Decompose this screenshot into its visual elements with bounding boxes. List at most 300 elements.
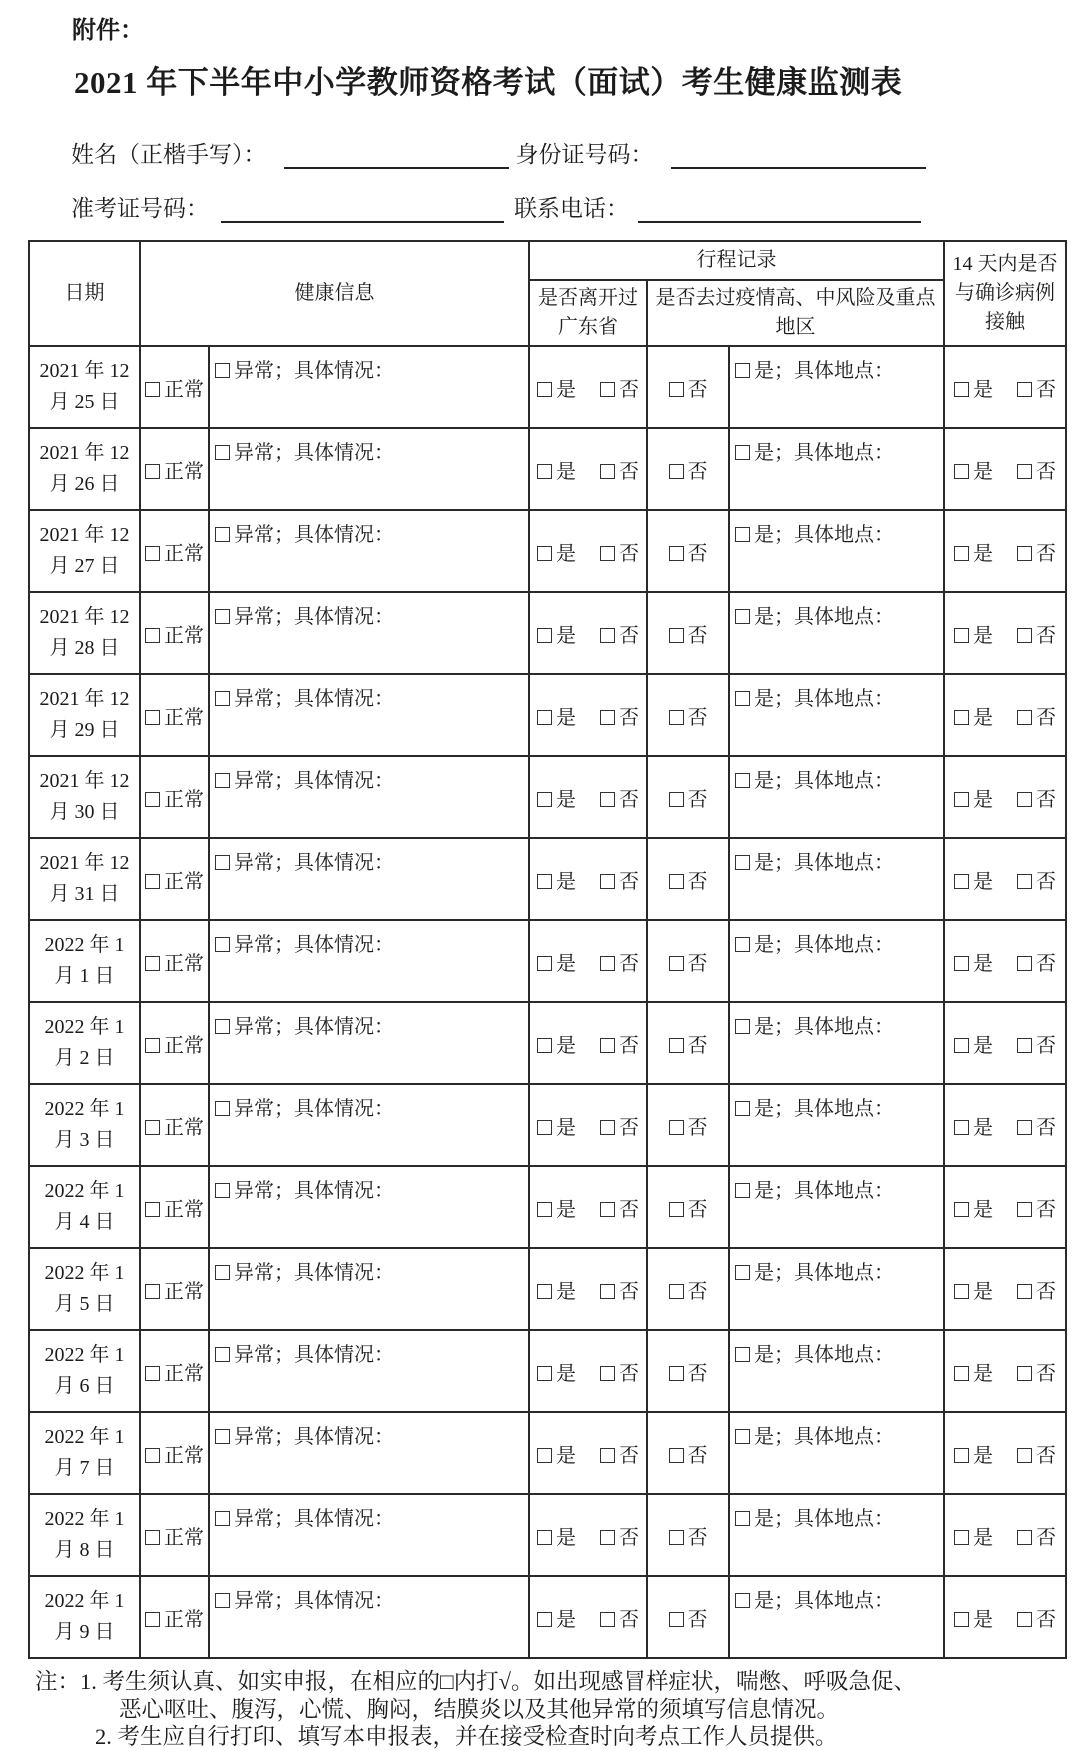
date-cell-text: 2021 年 12 月 27 日	[39, 524, 130, 577]
risk-area-yes-checkbox[interactable]	[735, 1101, 750, 1116]
yes-label: 是	[973, 542, 994, 565]
abnormal-checkbox[interactable]	[215, 363, 230, 378]
normal-checkbox[interactable]	[145, 1284, 160, 1299]
risk-area-no-cell	[647, 510, 729, 592]
health-normal-cell	[140, 592, 209, 674]
contact-cell	[944, 756, 1066, 838]
left-guangdong-yes-checkbox[interactable]	[537, 1284, 552, 1299]
contact-cell	[944, 1494, 1066, 1576]
health-abnormal-cell	[209, 1494, 529, 1576]
yes-location-label: 是；具体地点：	[754, 688, 894, 710]
risk-area-no-checkbox[interactable]	[669, 1284, 684, 1299]
normal-label: 正常	[164, 1362, 204, 1385]
left-guangdong-no-checkbox[interactable]	[600, 628, 615, 643]
risk-area-yes-cell	[729, 838, 944, 920]
risk-area-yes-checkbox[interactable]	[735, 1019, 750, 1034]
contact-yes-checkbox[interactable]	[954, 956, 969, 971]
abnormal-checkbox[interactable]	[215, 937, 230, 952]
monitor-table-row	[29, 1412, 1066, 1494]
no-label: 否	[1036, 788, 1057, 811]
left-guangdong-cell	[529, 346, 647, 428]
contact-cell	[944, 674, 1066, 756]
contact-cell	[944, 1576, 1066, 1658]
no-label: 否	[687, 378, 708, 401]
left-guangdong-no-checkbox[interactable]	[600, 382, 615, 397]
contact-no-checkbox[interactable]	[1017, 1448, 1032, 1463]
normal-checkbox[interactable]	[145, 1448, 160, 1463]
risk-area-no-checkbox[interactable]	[669, 1448, 684, 1463]
yes-label: 是	[556, 1116, 576, 1139]
risk-area-yes-checkbox[interactable]	[735, 1511, 750, 1526]
contact-cell	[944, 1084, 1066, 1166]
identity-fields-row-2	[71, 189, 1080, 223]
date-cell	[29, 510, 140, 592]
contact-yes-checkbox[interactable]	[954, 1202, 969, 1217]
health-normal-cell	[140, 1166, 209, 1248]
date-cell-text: 2022 年 1 月 1 日	[44, 934, 125, 987]
id-number-input-line[interactable]	[671, 139, 926, 169]
left-guangdong-yes-checkbox[interactable]	[537, 1366, 552, 1381]
risk-area-no-cell	[647, 1576, 729, 1658]
health-abnormal-cell	[209, 1084, 529, 1166]
risk-area-yes-checkbox[interactable]	[735, 855, 750, 870]
contact-no-checkbox[interactable]	[1017, 1202, 1032, 1217]
risk-area-yes-cell	[729, 1002, 944, 1084]
left-guangdong-yes-checkbox[interactable]	[537, 1120, 552, 1135]
date-cell	[29, 1166, 140, 1248]
normal-label: 正常	[164, 624, 204, 647]
contact-yes-checkbox[interactable]	[954, 1284, 969, 1299]
left-guangdong-no-checkbox[interactable]	[600, 956, 615, 971]
date-cell-text: 2022 年 1 月 2 日	[44, 1016, 125, 1069]
abnormal-label: 异常；具体情况：	[234, 442, 394, 464]
risk-area-no-checkbox[interactable]	[669, 710, 684, 725]
date-cell	[29, 920, 140, 1002]
left-guangdong-no-checkbox[interactable]	[600, 1202, 615, 1217]
contact-yes-checkbox[interactable]	[954, 1448, 969, 1463]
contact-yes-checkbox[interactable]	[954, 382, 969, 397]
left-guangdong-cell	[529, 1494, 647, 1576]
left-guangdong-no-checkbox[interactable]	[600, 874, 615, 889]
no-label: 否	[1036, 1444, 1057, 1467]
left-guangdong-yes-checkbox[interactable]	[537, 874, 552, 889]
risk-area-yes-checkbox[interactable]	[735, 363, 750, 378]
date-cell	[29, 1412, 140, 1494]
left-guangdong-yes-checkbox[interactable]	[537, 1448, 552, 1463]
normal-label: 正常	[164, 1034, 204, 1057]
contact-no-checkbox[interactable]	[1017, 1612, 1032, 1627]
no-label: 否	[1036, 542, 1057, 565]
risk-area-yes-checkbox[interactable]	[735, 609, 750, 624]
monitor-table-row	[29, 592, 1066, 674]
health-abnormal-cell	[209, 920, 529, 1002]
contact-no-checkbox[interactable]	[1017, 874, 1032, 889]
abnormal-label: 异常；具体情况：	[234, 934, 394, 956]
health-abnormal-cell	[209, 428, 529, 510]
risk-area-yes-checkbox[interactable]	[735, 1429, 750, 1444]
risk-area-no-cell	[647, 920, 729, 1002]
monitor-table-row	[29, 756, 1066, 838]
yes-location-label: 是；具体地点：	[754, 1016, 894, 1038]
page-title: 2021 年下半年中小学教师资格考试（面试）考生健康监测表	[74, 65, 903, 100]
risk-area-no-cell	[647, 1166, 729, 1248]
date-cell	[29, 1330, 140, 1412]
contact-cell	[944, 1248, 1066, 1330]
yes-label: 是	[556, 378, 576, 401]
risk-area-yes-checkbox[interactable]	[735, 691, 750, 706]
date-cell	[29, 428, 140, 510]
risk-area-yes-cell	[729, 1084, 944, 1166]
health-normal-cell	[140, 1084, 209, 1166]
left-guangdong-no-checkbox[interactable]	[600, 464, 615, 479]
contact-cell	[944, 920, 1066, 1002]
contact-no-checkbox[interactable]	[1017, 382, 1032, 397]
normal-label: 正常	[164, 870, 204, 893]
risk-area-no-cell	[647, 1412, 729, 1494]
no-label: 否	[687, 1444, 708, 1467]
no-label: 否	[687, 952, 708, 975]
health-abnormal-cell	[209, 674, 529, 756]
abnormal-label: 异常；具体情况：	[234, 524, 394, 546]
health-abnormal-cell	[209, 1576, 529, 1658]
contact-cell	[944, 346, 1066, 428]
abnormal-label: 异常；具体情况：	[234, 1508, 394, 1530]
contact-cell	[944, 592, 1066, 674]
normal-checkbox[interactable]	[145, 382, 160, 397]
contact-no-checkbox[interactable]	[1017, 792, 1032, 807]
risk-area-no-cell	[647, 1248, 729, 1330]
no-label: 否	[687, 870, 708, 893]
normal-label: 正常	[164, 706, 204, 729]
abnormal-checkbox[interactable]	[215, 1593, 230, 1608]
no-label: 否	[1036, 1280, 1057, 1303]
yes-label: 是	[973, 624, 994, 647]
no-label: 否	[619, 788, 639, 811]
left-guangdong-yes-checkbox[interactable]	[537, 956, 552, 971]
risk-area-yes-cell	[729, 1330, 944, 1412]
left-guangdong-no-checkbox[interactable]	[600, 1448, 615, 1463]
yes-location-label: 是；具体地点：	[754, 934, 894, 956]
normal-checkbox[interactable]	[145, 1202, 160, 1217]
risk-area-yes-cell	[729, 428, 944, 510]
contact-cell	[944, 428, 1066, 510]
left-guangdong-cell	[529, 510, 647, 592]
normal-checkbox[interactable]	[145, 464, 160, 479]
left-guangdong-no-checkbox[interactable]	[600, 1530, 615, 1545]
monitor-table-row	[29, 1166, 1066, 1248]
risk-area-no-checkbox[interactable]	[669, 1120, 684, 1135]
left-guangdong-no-checkbox[interactable]	[600, 792, 615, 807]
no-label: 否	[619, 1116, 639, 1139]
risk-area-yes-checkbox[interactable]	[735, 1183, 750, 1198]
ticket-number-label: 准考证号码：	[71, 196, 209, 221]
left-guangdong-no-checkbox[interactable]	[600, 546, 615, 561]
risk-area-no-checkbox[interactable]	[669, 792, 684, 807]
left-guangdong-no-checkbox[interactable]	[600, 1120, 615, 1135]
id-number-label: 身份证号码：	[515, 142, 654, 167]
risk-area-no-checkbox[interactable]	[669, 874, 684, 889]
risk-area-no-checkbox[interactable]	[669, 1202, 684, 1217]
health-normal-cell	[140, 756, 209, 838]
contact-yes-checkbox[interactable]	[954, 464, 969, 479]
left-guangdong-cell	[529, 838, 647, 920]
contact-yes-checkbox[interactable]	[954, 874, 969, 889]
risk-area-no-cell	[647, 1002, 729, 1084]
contact-yes-checkbox[interactable]	[954, 1120, 969, 1135]
abnormal-checkbox[interactable]	[215, 1183, 230, 1198]
health-normal-cell	[140, 1494, 209, 1576]
risk-area-yes-cell	[729, 920, 944, 1002]
yes-label: 是	[556, 1362, 576, 1385]
contact-yes-checkbox[interactable]	[954, 628, 969, 643]
left-guangdong-yes-checkbox[interactable]	[537, 1612, 552, 1627]
left-guangdong-cell	[529, 1248, 647, 1330]
date-cell-text: 2022 年 1 月 9 日	[44, 1590, 125, 1643]
left-guangdong-cell	[529, 674, 647, 756]
no-label: 否	[619, 1608, 639, 1631]
yes-location-label: 是；具体地点：	[754, 1426, 894, 1448]
no-label: 否	[619, 1444, 639, 1467]
abnormal-checkbox[interactable]	[215, 855, 230, 870]
abnormal-checkbox[interactable]	[215, 1019, 230, 1034]
header-travel-record: 行程记录	[529, 241, 944, 280]
left-guangdong-cell	[529, 428, 647, 510]
health-abnormal-cell	[209, 1330, 529, 1412]
risk-area-yes-checkbox[interactable]	[735, 1347, 750, 1362]
abnormal-checkbox[interactable]	[215, 609, 230, 624]
health-normal-cell	[140, 1330, 209, 1412]
health-abnormal-cell	[209, 838, 529, 920]
risk-area-yes-cell	[729, 1412, 944, 1494]
contact-no-checkbox[interactable]	[1017, 1366, 1032, 1381]
left-guangdong-yes-checkbox[interactable]	[537, 710, 552, 725]
no-label: 否	[1036, 870, 1057, 893]
contact-no-checkbox[interactable]	[1017, 1530, 1032, 1545]
risk-area-no-checkbox[interactable]	[669, 1366, 684, 1381]
risk-area-no-checkbox[interactable]	[669, 1612, 684, 1627]
contact-no-checkbox[interactable]	[1017, 956, 1032, 971]
note-line-2: 恶心呕吐、腹泻，心慌、胸闷，结膜炎以及其他异常的须填写信息情况。	[119, 1696, 840, 1722]
risk-area-no-checkbox[interactable]	[669, 628, 684, 643]
yes-label: 是	[556, 542, 576, 565]
phone-input-line[interactable]	[638, 193, 921, 223]
contact-yes-checkbox[interactable]	[954, 1366, 969, 1381]
risk-area-yes-checkbox[interactable]	[735, 1593, 750, 1608]
no-label: 否	[1036, 1198, 1057, 1221]
normal-checkbox[interactable]	[145, 546, 160, 561]
abnormal-checkbox[interactable]	[215, 527, 230, 542]
risk-area-yes-cell	[729, 346, 944, 428]
abnormal-label: 异常；具体情况：	[234, 688, 394, 710]
health-normal-cell	[140, 1576, 209, 1658]
contact-yes-checkbox[interactable]	[954, 710, 969, 725]
risk-area-no-cell	[647, 838, 729, 920]
risk-area-yes-checkbox[interactable]	[735, 527, 750, 542]
normal-checkbox[interactable]	[145, 1530, 160, 1545]
contact-yes-checkbox[interactable]	[954, 1038, 969, 1053]
health-normal-cell	[140, 1002, 209, 1084]
contact-no-checkbox[interactable]	[1017, 710, 1032, 725]
abnormal-label: 异常；具体情况：	[234, 606, 394, 628]
monitor-table-row	[29, 1330, 1066, 1412]
contact-no-checkbox[interactable]	[1017, 546, 1032, 561]
left-guangdong-yes-checkbox[interactable]	[537, 546, 552, 561]
no-label: 否	[619, 1198, 639, 1221]
normal-checkbox[interactable]	[145, 874, 160, 889]
yes-location-label: 是；具体地点：	[754, 852, 894, 874]
normal-checkbox[interactable]	[145, 1612, 160, 1627]
risk-area-yes-checkbox[interactable]	[735, 1265, 750, 1280]
left-guangdong-yes-checkbox[interactable]	[537, 382, 552, 397]
no-label: 否	[619, 624, 639, 647]
yes-label: 是	[973, 378, 994, 401]
normal-checkbox[interactable]	[145, 956, 160, 971]
contact-no-checkbox[interactable]	[1017, 1284, 1032, 1299]
risk-area-no-checkbox[interactable]	[669, 382, 684, 397]
abnormal-checkbox[interactable]	[215, 445, 230, 460]
risk-area-no-checkbox[interactable]	[669, 1038, 684, 1053]
header-date: 日期	[29, 241, 140, 346]
date-cell	[29, 838, 140, 920]
no-label: 否	[687, 1608, 708, 1631]
left-guangdong-no-checkbox[interactable]	[600, 1612, 615, 1627]
contact-cell	[944, 838, 1066, 920]
yes-label: 是	[556, 788, 576, 811]
risk-area-yes-cell	[729, 756, 944, 838]
notes	[35, 1668, 1080, 1751]
note-line-3: 2. 考生应自行打印、填写本申报表，并在接受检查时向考点工作人员提供。	[95, 1724, 838, 1749]
date-cell	[29, 1576, 140, 1658]
contact-yes-checkbox[interactable]	[954, 1530, 969, 1545]
yes-label: 是	[556, 1608, 576, 1631]
monitor-table-header	[29, 241, 1066, 346]
risk-area-yes-checkbox[interactable]	[735, 773, 750, 788]
contact-cell	[944, 1412, 1066, 1494]
left-guangdong-yes-checkbox[interactable]	[537, 628, 552, 643]
contact-no-checkbox[interactable]	[1017, 628, 1032, 643]
yes-location-label: 是；具体地点：	[754, 524, 894, 546]
yes-location-label: 是；具体地点：	[754, 1590, 894, 1612]
normal-checkbox[interactable]	[145, 710, 160, 725]
left-guangdong-yes-checkbox[interactable]	[537, 1202, 552, 1217]
contact-yes-checkbox[interactable]	[954, 546, 969, 561]
date-cell-text: 2022 年 1 月 8 日	[44, 1508, 125, 1561]
no-label: 否	[619, 378, 639, 401]
normal-label: 正常	[164, 1198, 204, 1221]
abnormal-checkbox[interactable]	[215, 1265, 230, 1280]
yes-label: 是	[556, 1526, 576, 1549]
left-guangdong-yes-checkbox[interactable]	[537, 1038, 552, 1053]
left-guangdong-cell	[529, 920, 647, 1002]
no-label: 否	[687, 788, 708, 811]
left-guangdong-yes-checkbox[interactable]	[537, 464, 552, 479]
risk-area-no-checkbox[interactable]	[669, 956, 684, 971]
yes-label: 是	[556, 706, 576, 729]
yes-label: 是	[973, 1116, 994, 1139]
abnormal-checkbox[interactable]	[215, 1429, 230, 1444]
yes-location-label: 是；具体地点：	[754, 1262, 894, 1284]
header-left-guangdong: 是否离开过广东省	[529, 280, 647, 346]
header-risk-area: 是否去过疫情高、中风险及重点地区	[647, 280, 944, 346]
no-label: 否	[687, 1034, 708, 1057]
health-abnormal-cell	[209, 346, 529, 428]
yes-label: 是	[556, 1280, 576, 1303]
risk-area-no-checkbox[interactable]	[669, 464, 684, 479]
left-guangdong-yes-checkbox[interactable]	[537, 792, 552, 807]
health-normal-cell	[140, 1248, 209, 1330]
contact-no-checkbox[interactable]	[1017, 464, 1032, 479]
health-abnormal-cell	[209, 1248, 529, 1330]
normal-checkbox[interactable]	[145, 792, 160, 807]
date-cell-text: 2022 年 1 月 4 日	[44, 1180, 125, 1233]
contact-yes-checkbox[interactable]	[954, 792, 969, 807]
date-cell	[29, 1002, 140, 1084]
normal-checkbox[interactable]	[145, 1120, 160, 1135]
risk-area-no-checkbox[interactable]	[669, 1530, 684, 1545]
date-cell-text: 2021 年 12 月 29 日	[39, 688, 130, 741]
normal-checkbox[interactable]	[145, 628, 160, 643]
left-guangdong-no-checkbox[interactable]	[600, 1038, 615, 1053]
health-abnormal-cell	[209, 1412, 529, 1494]
yes-label: 是	[973, 788, 994, 811]
abnormal-checkbox[interactable]	[215, 773, 230, 788]
contact-yes-checkbox[interactable]	[954, 1612, 969, 1627]
yes-location-label: 是；具体地点：	[754, 1508, 894, 1530]
abnormal-checkbox[interactable]	[215, 1347, 230, 1362]
name-input-line[interactable]	[284, 139, 509, 169]
no-label: 否	[619, 460, 639, 483]
risk-area-yes-checkbox[interactable]	[735, 445, 750, 460]
ticket-number-input-line[interactable]	[221, 193, 504, 223]
left-guangdong-no-checkbox[interactable]	[600, 710, 615, 725]
yes-label: 是	[973, 1362, 994, 1385]
monitor-table-row	[29, 1248, 1066, 1330]
risk-area-no-cell	[647, 346, 729, 428]
no-label: 否	[687, 624, 708, 647]
left-guangdong-cell	[529, 1002, 647, 1084]
normal-label: 正常	[164, 378, 204, 401]
normal-label: 正常	[164, 1280, 204, 1303]
abnormal-checkbox[interactable]	[215, 1511, 230, 1526]
risk-area-no-checkbox[interactable]	[669, 546, 684, 561]
yes-location-label: 是；具体地点：	[754, 442, 894, 464]
yes-label: 是	[973, 870, 994, 893]
contact-no-checkbox[interactable]	[1017, 1120, 1032, 1135]
date-cell	[29, 1248, 140, 1330]
header-health-info: 健康信息	[140, 241, 529, 346]
left-guangdong-no-checkbox[interactable]	[600, 1284, 615, 1299]
health-normal-cell	[140, 920, 209, 1002]
risk-area-yes-checkbox[interactable]	[735, 937, 750, 952]
abnormal-checkbox[interactable]	[215, 1101, 230, 1116]
yes-label: 是	[556, 952, 576, 975]
risk-area-yes-cell	[729, 510, 944, 592]
no-label: 否	[1036, 706, 1057, 729]
abnormal-checkbox[interactable]	[215, 691, 230, 706]
no-label: 否	[687, 460, 708, 483]
monitor-table-row	[29, 1494, 1066, 1576]
left-guangdong-no-checkbox[interactable]	[600, 1366, 615, 1381]
normal-checkbox[interactable]	[145, 1038, 160, 1053]
no-label: 否	[1036, 1526, 1057, 1549]
note-line-1: 注：1. 考生须认真、如实申报，在相应的□内打√。如出现感冒样症状，喘憋、呼吸急促、	[35, 1669, 916, 1694]
abnormal-label: 异常；具体情况：	[234, 852, 394, 874]
normal-checkbox[interactable]	[145, 1366, 160, 1381]
contact-no-checkbox[interactable]	[1017, 1038, 1032, 1053]
left-guangdong-yes-checkbox[interactable]	[537, 1530, 552, 1545]
health-normal-cell	[140, 674, 209, 756]
normal-label: 正常	[164, 1526, 204, 1549]
